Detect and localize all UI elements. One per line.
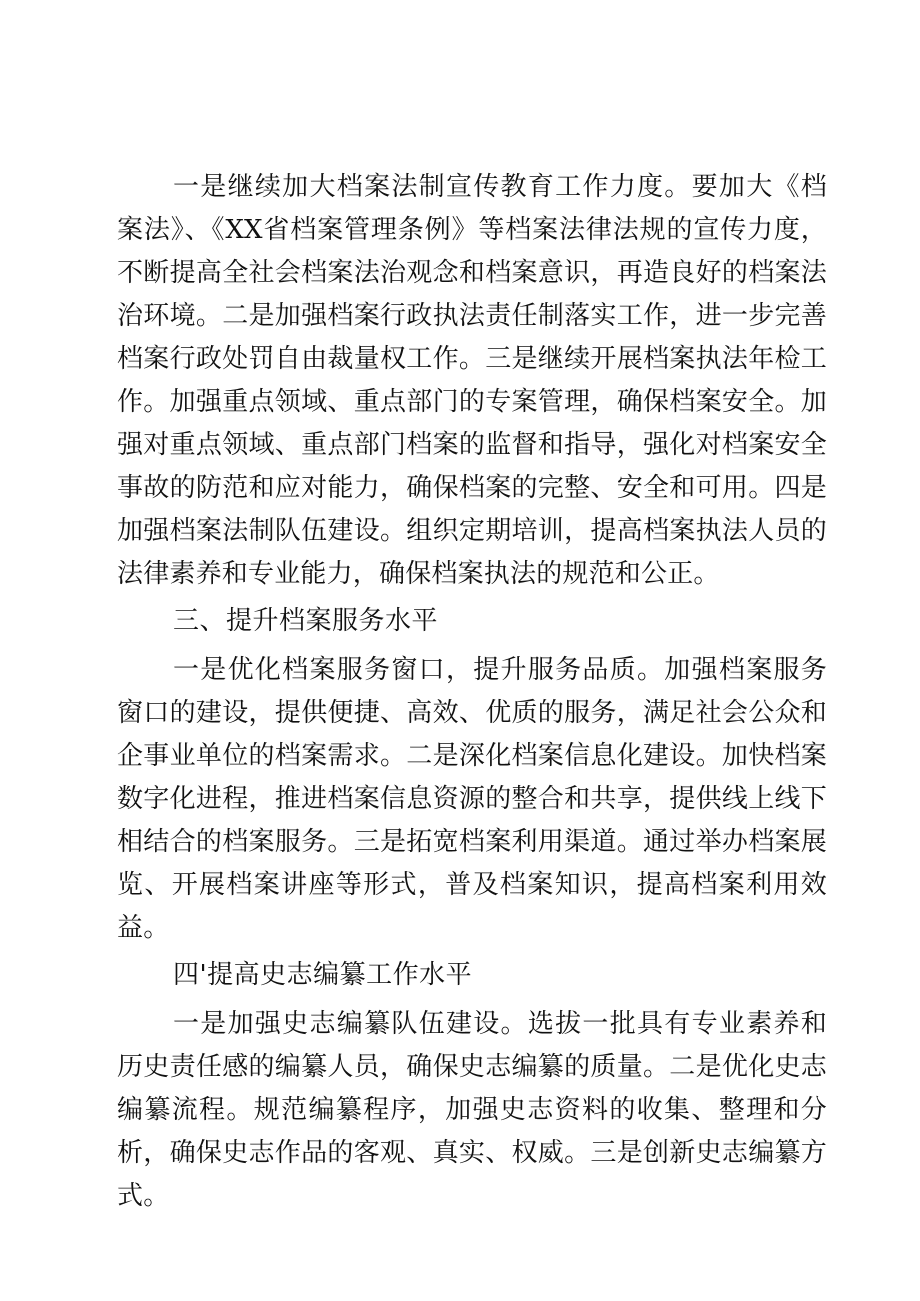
paragraph-archive-service: 一是优化档案服务窗口，提升服务品质。加强档案服务窗口的建设，提供便捷、高效、优质的服务，满足社会公众和企事业单位的档案需求。二是深化档案信息化建设。加快档案数字化进程，推进档案信息资源的整合和共享，提供线上线下相结合的档案服务。三是拓宽档案利用渠道。通过举办档案展览、开展档案讲座等形式，普及档案知识，提高档案利用效益。 <box>117 655 827 943</box>
heading-history-compilation: 四'提高史志编纂工作水平 <box>173 960 473 990</box>
paragraph-legal-promotion: 一是继续加大档案法制宣传教育工作力度。要加大《档案法》、《XX省档案管理条例》等档案法律法规的宣传力度，不断提高全社会档案法治观念和档案意识，再造良好的档案法治环境。二是加强档案行政执法责任制落实工作，进一步完善档案行政处罚自由裁量权工作。三是继续开展档案执法年检工作。加强重点领域、重点部门的专案管理，确保档案安全。加强对重点领域、重点部门档案的监督和指导，强化对档案安全事故的防范和应对能力，确保档案的完整、安全和可用。四是加强档案法制队伍建设。组织定期培训，提高档案执法人员的法律素养和专业能力，确保档案执法的规范和公正。 <box>117 172 827 589</box>
heading-archive-service: 三、提升档案服务水平 <box>173 606 439 636</box>
document-body <box>117 166 827 1218</box>
paragraph-history-compilation: 一是加强史志编纂队伍建设。选拔一批具有专业素养和历史责任感的编纂人员，确保史志编纂的质量。二是优化史志编纂流程。规范编纂程序，加强史志资料的收集、整理和分析，确保史志作品的客观、真实、权威。三是创新史志编纂方式。 <box>117 1009 827 1211</box>
